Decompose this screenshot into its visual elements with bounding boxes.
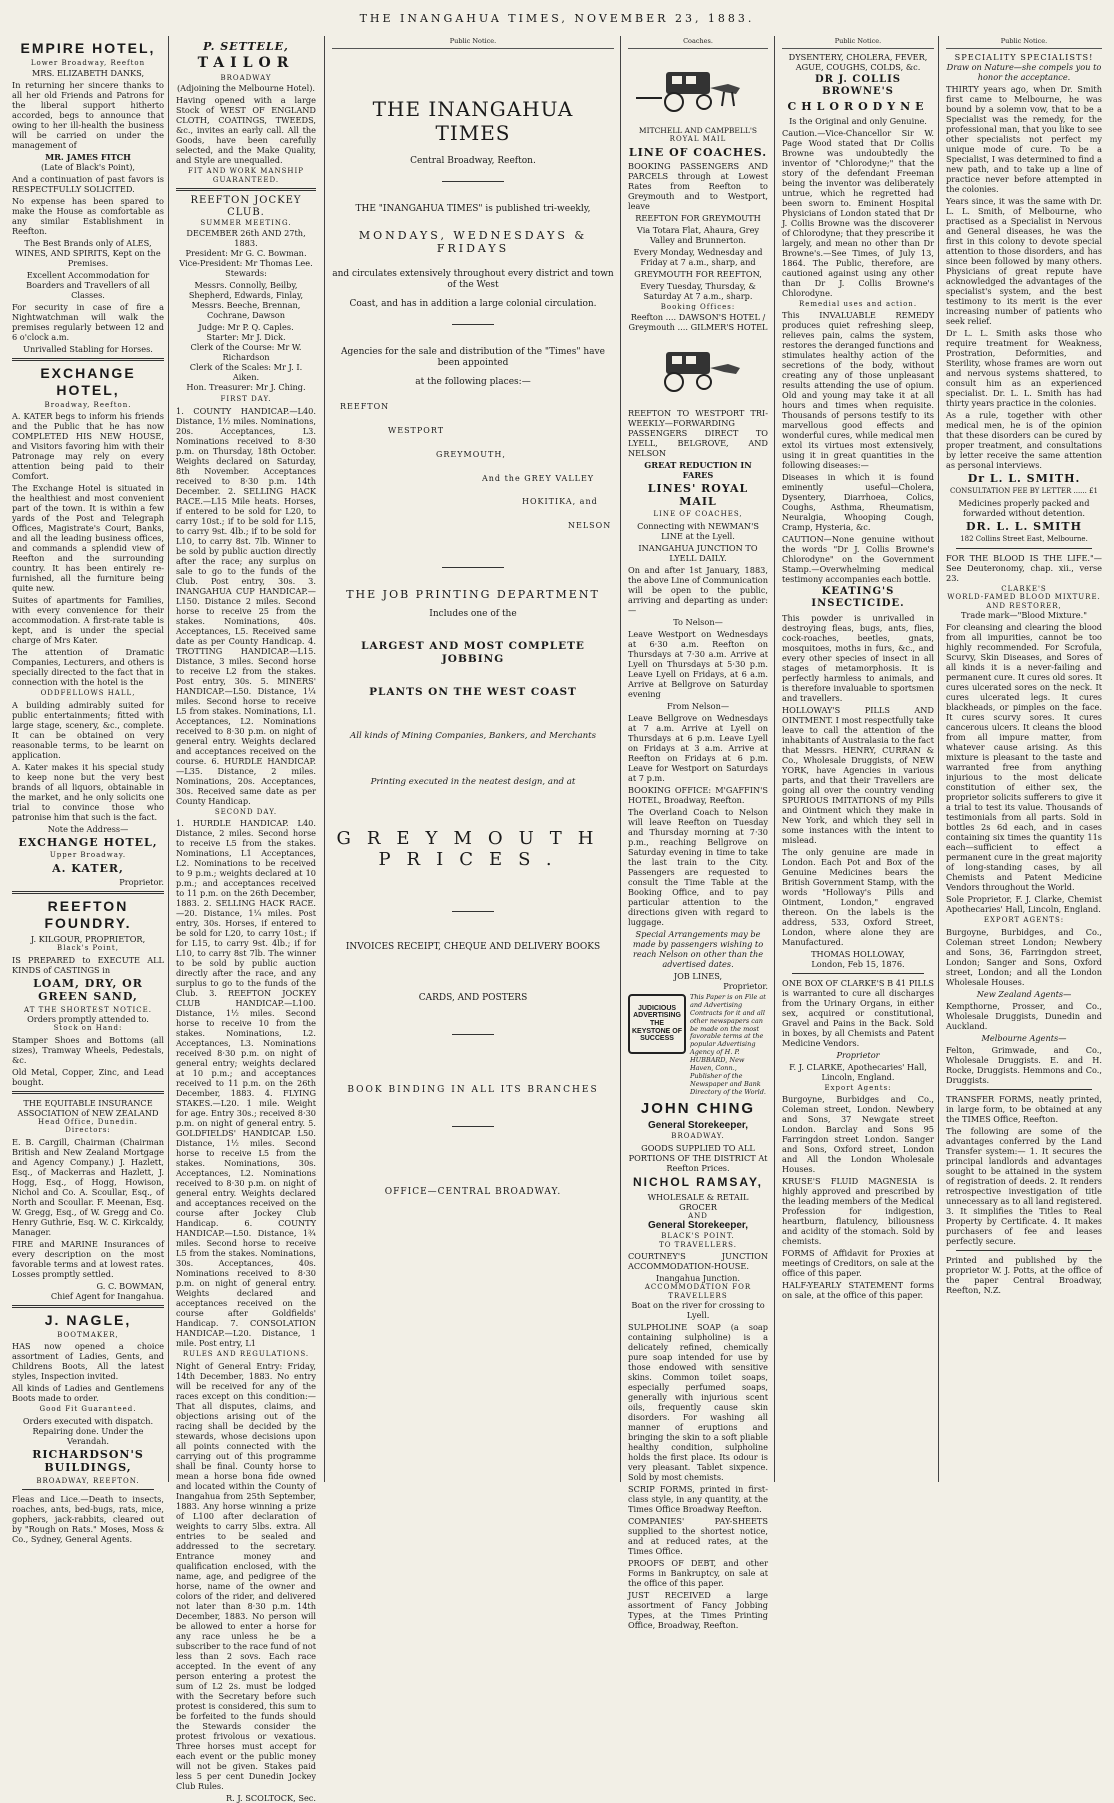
via-route: Via Totara Flat, Ahaura, Grey Valley and Brunnerton. (636, 225, 760, 245)
booking-office: BOOKING OFFICE: M'GAFFIN'S HOTEL, Broadway, Reefton. (628, 784, 768, 805)
tailor-body: Having opened with a large Stock of WEST OF ENGLAND CLOTH, COATINGS, TWEEDS, &c., invites an early call. All the Goods, have been carefully selected, and the Make Quality, and Style are unequalled. (176, 95, 316, 166)
place-hokitika: HOKITIKA, and (522, 497, 598, 507)
divider (22, 1489, 154, 1490)
clarkes-proprietor-label: Proprietor (836, 1049, 880, 1060)
second-day-heading: SECOND DAY. (214, 807, 278, 816)
to-nelson-heading: To Nelson— (673, 616, 723, 627)
jockey-treasurer: Hon. Treasurer: Mr J. Ching. (186, 381, 306, 392)
exchange-hotel-title: EXCHANGE HOTEL, (40, 364, 136, 398)
exchange-body-2: The Exchange Hotel is situated in the healthiest and most convenient part of the town. It is within a few yards of the Post and Telegraph Offices, Magistrate's Court, Banks, and all the leading business offices, and commands a splendid view of Reefton and the surrounding country. It has been entirely re-furnished, all the furniture being quite new. (12, 483, 164, 594)
tailor-fit: FIT AND WORK MANSHIP GUARANTEED. (188, 167, 304, 184)
nichol-ramsay-and: AND (688, 1211, 708, 1220)
settele-title: P. SETTELE, (203, 40, 289, 53)
nagle-body-3: Orders executed with dispatch. Repairing done. Under the Verandah. (22, 1415, 154, 1446)
place-nelson: NELSON (568, 521, 612, 531)
publication-notice: THE "INANGAHUA TIMES" is published tri-weekly, (355, 203, 591, 214)
tailor-subtitle: (Adjoining the Melbourne Hotel). (176, 83, 315, 94)
divider (956, 1089, 1092, 1090)
foundry-loam: LOAM, DRY, OR GREEN SAND, (33, 976, 143, 1004)
exchange-proprietor: Proprietor. (119, 877, 164, 888)
circulation-notice: and circulates extensively throughout every district and town of the West (332, 269, 614, 291)
agencies-intro: at the following places:— (415, 377, 531, 388)
great-reduction: GREAT REDUCTION IN FARES (644, 459, 752, 480)
divider (452, 324, 494, 325)
john-ching-body: GOODS SUPPLIED TO ALL PORTIONS OF THE DISTRICT At Reefton Prices. (628, 1142, 768, 1173)
column-1 (8, 38, 168, 1545)
divider (12, 1091, 164, 1094)
clarkes-heading: CLARKE'S (1001, 584, 1047, 593)
divider (442, 181, 504, 182)
judicious-advert (628, 994, 768, 1097)
jockey-stewards-heading: Stewards: (225, 267, 267, 278)
nagle-body: HAS now opened a choice assortment of Ladies, Gents, and Childrens Boots, All the latest styles, Inspection invited. (12, 1341, 164, 1382)
equitable-agent-sub: Chief Agent for Inangahua. (50, 1290, 164, 1301)
to-nelson-body: Leave Westport on Wednesdays at 6·30 a.m. Reefton on Thursdays at 7·30 a.m. Arrive at Lyell on Thursdays at 5·30 p.m. Leave Lyell on Fridays, at 6 a.m. Arrive at Bellgrove on Saturday evening (628, 628, 768, 699)
greymouth-for-reefton: GREYMOUTH FOR REEFTON, (634, 269, 762, 279)
divider (452, 1126, 494, 1127)
empire-hotel-address: Lower Broadway, Reefton (30, 59, 146, 68)
foundry-notice: AT THE SHORTEST NOTICE. (24, 1005, 152, 1014)
place-reefton: REEFTON (340, 402, 390, 412)
tailor-broadway: BROADWAY (220, 74, 272, 83)
equitable-body-2: FIRE and MARINE Insurances of every description on the most favorable terms and at lowest rates. Losses promptly settled. (12, 1238, 164, 1279)
specialist-body: THIRTY years ago, when Dr. Smith first came to Melbourne, he was bound by a solemn vow, that to be a Specialist was the remedy, for the professional man, that you like to see other specialists not perfect my unique mode of cure. To be a Specialist, I was determined to find a new path, and to take up a line of practice never before attempted in the colonies. (946, 83, 1102, 194)
stagecoach-illustration-2 (628, 338, 748, 398)
column-2 (172, 38, 320, 1803)
equitable-agent: G. C. BOWMAN, (96, 1280, 164, 1291)
jockey-club-subtitle: SUMMER MEETING. (200, 219, 292, 228)
clarkes-pills: ONE BOX OF CLARKE'S B 41 PILLS is warranted to cure all discharges from the Urinary Organs, in either sex, acquired or constitutional, Gravel and Pains in the Back. Sold in boxes, by all Chemists and Patent Medicine Vendors. (782, 977, 934, 1048)
divider (956, 1250, 1092, 1251)
every-schedule-2: Every Tuesday, Thursday, & Saturday At 7 a.m., sharp. (640, 281, 756, 301)
westport-heading: REEFTON TO WESTPORT TRI-WEEKLY—FORWARDING PASSENGERS DIRECT TO LYELL, BELGROVE, AND NELSON (628, 407, 768, 458)
equitable-body: E. B. Cargill, Chairman (Chairman British and New Zealand Mortgage and Agency Company.) J. Hazlett, Esq., of Mackerras and Hazlett, J. Hogg, Esq., of Hogg, Howison, Nichol and Co. A. Scoullar, Esq., of North and Scoullar. F. Meenan, Esq. W. Gregg, Esq., of W. Gregg and Co. Henry Guthrie, Esq. W. C. Kirkcaldy, Manager. (12, 1136, 164, 1237)
blood-mixture-body: For cleansing and clearing the blood from all impurities, cannot be too highly recommended. For Scrofula, Scurvy, Skin Diseases, and Sores of all kinds it is a never-failing and permanent cure. It cures old sores. It cures ulcerated sores on the neck. It cures ulcerated legs. It cures blackheads, or pimples on the face. It cures scurvy sores. It cures cancerous ulcers. It cleans the blood from all impure matter, from whatever cause arising. As this mixture is pleasant to the taste and warranted free from anything injurious to the most delicate constitution of either sex, the proprietor solicits sufferers to give it a trial to test its value. Thousands of testimonials from all parts. Sold in bottles 2s 6d each, and in cases containing six times the quantity 11s each—sufficient to effect a permanent cure in the great majority of long-standing cases, by all Chemists and Patent Medicine Vendors throughout the World. (946, 622, 1102, 893)
exchange-body-6: A. Kater makes it his special study to keep none but the very best brands of all liquors, obtainable in the market, and he only solicits one trial to convince those who patronise him that such is the fact. (12, 761, 164, 822)
jockey-club-dates: DECEMBER 26th AND 27th, 1883. (186, 227, 306, 248)
chlorodyne-caution: Caution.—Vice-Chancellor Sir W. Page Wood stated that Dr Collis Browne was undoubtedly the inventor of "Chlorodyne;" that the story of the defendant Freeman being the inventor was deliberately untrue, which he regretted had been sworn to. Eminent Hospital Physicians of London stated that Dr J. Collis Browne was the discoverer of Chlorodyne; that they prescribe it largely, and mean no other than Dr Browne's.—See Times, of July 13, 1864. The Public, therefore, are cautioned against using any other than Dr J. Collis Browne's Chlorodyne. (782, 127, 934, 298)
foundry-orders: Orders promptly attended to. (27, 1014, 149, 1025)
courtney-title: COURTNEY'S JUNCTION ACCOMMODATION-HOUSE. (628, 1251, 768, 1272)
chlorodyne-original: Is the Original and only Genuine. (789, 115, 927, 126)
first-day-heading: FIRST DAY. (220, 394, 272, 403)
diseases-list: Diseases in which it is found eminently useful—Cholera, Dysentery, Diarrhoea, Colics, Coughs, Asthma, Rheumatism, Neuralgia, Whooping Cough, Cramp, Hysteria, &c. (782, 472, 934, 533)
overland-coach: The Overland Coach to Nelson will leave Reefton on Tuesday and Thursday morning at 7·30 p.m., reaching Bellgrove on Saturday evening in time to take the last train to the City. Passengers are requested to consult the Time Table at the Booking Office, and to pay particular attention to the directions given with regard to luggage. (628, 806, 768, 927)
remedial-heading: Remedial uses and action. (798, 299, 918, 308)
foundry-body: IS PREPARED to EXECUTE ALL KINDS of CASTINGS in (12, 954, 164, 975)
jockey-stewards-list: Messrs. Connolly, Beilby, Shepherd, Edwards, Finlay, Messrs. Beeche, Brennan, Cochrane, Dawson (188, 279, 304, 320)
from-nelson-heading: From Nelson— (666, 700, 730, 711)
melbourne-agents-body: Felton, Grimwade, and Co., Wholesale Druggists. E. and H. Rocke, Druggists. Hemmons and Co., Druggists. (946, 1044, 1102, 1085)
exchange-hotel-title-2: EXCHANGE HOTEL, (18, 835, 158, 849)
exchange-body-5: A building admirably suited for public entertainments; fitted with large stage, scenery, &c., complete. It can be obtained on very reasonable terms, to be learnt on application. (12, 699, 164, 760)
place-greymouth: GREYMOUTH, (436, 449, 506, 459)
empire-body-4: The Best Brands only of ALES, WINES, AND SPIRITS, Kept on the Premises. (15, 237, 161, 268)
column-rule (774, 36, 775, 1482)
job-lines-proprietor: Proprietor. (723, 980, 768, 991)
john-ching-address: BROADWAY. (671, 1132, 725, 1141)
divider (176, 188, 316, 191)
place-westport: WESTPORT (388, 426, 445, 436)
specialist-body-3: Dr L. L. Smith asks those who require treatment for Weakness, Prostration, Deformities, and Sterility, whose frames are worn out and nervous systems shattered, to consult him as an experienced specialist. Dr. L. L. Smith has had thirty years practice in the colonies. (946, 327, 1102, 408)
proofs-of-debt: PROOFS OF DEBT, and other Forms in Bankruptcy, on sale at the office of this paper. (628, 1558, 768, 1589)
tailor-heading: TAILOR (197, 55, 295, 72)
paper-title: THE INANGAHUA TIMES (372, 96, 574, 146)
divider (442, 567, 504, 568)
column-header: Public Notice. (782, 38, 934, 49)
column-rule (620, 36, 621, 1482)
lines-subtitle: LINE OF COACHES, (653, 510, 743, 519)
affidavit-forms: FORMS of Affidavit for Proxies at meetings of Creditors, on sale at the office of this paper. (782, 1248, 934, 1279)
job-includes: Includes one of the (429, 609, 517, 620)
column-header: Public Notice. (946, 38, 1102, 49)
column-5 (778, 38, 938, 1478)
column-3 (328, 38, 618, 1478)
world-famed-heading: WORLD-FAMED BLOOD MIXTURE. (947, 593, 1101, 602)
exchange-note: Note the Address— (47, 823, 129, 834)
column-6 (942, 38, 1106, 1478)
job-kinds: All kinds of Mining Companies, Bankers, and Merchants (349, 730, 597, 741)
holloway-date: London, Feb 15, 1876. (811, 958, 905, 969)
equitable-head-office: Head Office, Dunedin. (37, 1117, 139, 1126)
nagle-body-2: All kinds of Ladies and Gentlemens Boots made to order. (12, 1383, 164, 1404)
dr-smith-address: 182 Collins Street East, Melbourne. (960, 535, 1088, 544)
jockey-vice-president: Vice-President: Mr Thomas Lee. (179, 257, 313, 268)
greymouth-prices: GREYMOUTH PRICES. (336, 827, 610, 871)
exchange-body-3: Suites of apartments for Families, with every convenience for their accommodation. A first-rate table is kept, and is under the special charge of Mrs Kater. (12, 595, 164, 646)
column-rule (938, 36, 939, 1482)
foundry-owner: J. KILGOUR, PROPRIETOR, (30, 934, 146, 945)
nichol-ramsay-address: BLACK'S POINT. (661, 1232, 735, 1241)
exchange-hotel-address: Broadway, Reefton. (44, 400, 132, 409)
collis-browne-title: DR J. COLLIS BROWNE'S (814, 73, 901, 98)
nz-agents-body: Kempthorne, Prosser, and Co., Wholesale Druggists, Dunedin and Auckland. (946, 1000, 1102, 1031)
nichol-ramsay-general: General Storekeeper, (647, 1220, 749, 1232)
rules-heading: RULES AND REGULATIONS. (182, 1350, 310, 1359)
column-header: Coaches. (628, 38, 768, 49)
job-office: OFFICE—CENTRAL BROADWAY. (384, 1187, 562, 1198)
consultation-fee: CONSULTATION FEE BY LETTER ...... £1 (950, 487, 1098, 496)
column-4 (624, 37, 772, 1631)
nagle-title: J. NAGLE, (44, 1311, 132, 1328)
exchange-hotel-address-2: Upper Broadway. (49, 851, 127, 860)
invaluable-remedy: This INVALUABLE REMEDY produces quiet refreshing sleep, relieves pain, calms the system, restores the deranged functions and stimulates healthy action of the secretions of the body, without creating any of those unpleasant results attending the use of opium. Old and young may take it at all hours and times when requisite. Thousands of persons testify to its marvellous good effects and wonderful cures, while medical men extol its virtues most extensively, using it in great quantities in the following diseases:— (782, 310, 934, 471)
equitable-directors-heading: Directors: (65, 1126, 111, 1135)
empire-body-3: No expense has been spared to make the House as comfortable as any similar Establishment in Reefton. (12, 195, 164, 236)
rules-body: Night of General Entry: Friday, 14th December, 1883. No entry will be received for any of the races except on this condition:—That all disputes, claims, and objections arising out of the racing shall be decided by the stewards, whose decisions upon all points connected with the carrying out of this programme shall be final. County horse to mean a horse bona fide owned and located within the County of Inangahua from 25th September, 1883. Any horse winning a prize of L100 after declaration of weights to carry 5lbs. extra. All entries to be sealed and addressed to the secretary. Entrance money and qualification enclosed, with the name, age, and pedigree of the horse, name of the owner and colors of the rider, and delivered not later than 8·30 p.m. 14th December, 1883. No person will be allowed to enter a horse for any race unless he be a subscriber to the race fund of not less than 2 sovs. Each race accepted. In the event of any person entering a protest the sum of L2 2s. must be lodged with the Secretary before such protest is considered, this sum to be forfeited to the funds should the Stewards consider the protest frivolous or vexatious. Three horses must accept for each event or the public money will not be given. Stakes paid less 5 per cent Dunedin Jockey Club Rules. (176, 1360, 316, 1791)
booking-offices-heading: Booking Offices: (660, 303, 736, 311)
blood-mixture-proprietor: Sole Proprietor, F. J. Clarke, Chemist Apothecaries' Hall, Lincoln, England. (946, 894, 1102, 915)
divider (956, 548, 1092, 549)
fleas-notice: Fleas and Lice.—Death to insects, roaches, ants, bed-bugs, rats, mice, gophers, jack-rabbits, cleared out by "Rough on Rats." Moses, Moss & Co., Sydney, General Agents. (12, 1494, 164, 1545)
circulation-notice-2: Coast, and has in addition a large colonial circulation. (349, 299, 597, 310)
melbourne-agents-heading: Melbourne Agents— (981, 1032, 1067, 1043)
divider (12, 1305, 164, 1308)
just-received: JUST RECEIVED a large assortment of Fancy Jobbing Types, at the Times Printing Office, Broadway, Reefton. (628, 1590, 768, 1631)
divider (452, 1034, 494, 1035)
chlorodyne-title: CHLORODYNE (787, 100, 929, 114)
keystone-logo: JUDICIOUS ADVERTISING THE KEYSTONE OF SUCCESS (628, 994, 686, 1054)
dr-smith-title-2: DR. L. L. SMITH (966, 519, 1082, 533)
exchange-kater: A. KATER, (52, 861, 124, 875)
keatings-title: KEATING'S INSECTICIDE. (811, 586, 905, 610)
kruses-magnesia: KRUSE'S FLUID MAGNESIA is highly approved and prescribed by the leading members of the Medical Profession for indigestion, heartburn, flatulency, biliousness and acidity of the stomach. Sold by chemists. (782, 1176, 934, 1247)
special-arrangements: Special Arrangements may be made by passengers wishing to reach Nelson on other than the advertised dates. (632, 928, 764, 969)
job-invoices: INVOICES RECEIPT, CHEQUE AND DELIVERY BOOKS (345, 942, 601, 953)
restorer-heading: AND RESTORER, (986, 601, 1062, 610)
transfer-forms: TRANSFER FORMS, neatly printed, in large form, to be obtained at any the TIMES Office, Reefton. (946, 1093, 1102, 1124)
printed-by: Printed and published by the proprietor W. J. Potts, at the office of the paper Central Broadway, Reefton, N.Z. (946, 1254, 1102, 1295)
holloway-body-2: The only genuine are made in London. Each Pot and Box of the Genuine Medicines bears the British Government Stamp, with the words "Holloway's Pills and Ointment, London," engraved thereon. On the labels is the address, 533, Oxford Street, London, where alone they are Manufactured. (782, 846, 934, 947)
dysentery-heading: DYSENTERY, CHOLERA, FEVER, AGUE, COUGHS, COLDS, &c. (788, 51, 928, 72)
foundry-stock-heading: Stock on Hand: (53, 1024, 123, 1033)
keatings-body: This powder is unrivalled in destroying fleas, bugs, ants, flies, cock-roaches, beetles, gnats, mosquitoes, moths in furs, &c., and every other species of insect in all stages of metamorphosis. It is perfectly harmless to animals, and is therefore invaluable to sportsmen and travellers. (782, 612, 934, 703)
line-of-coaches: LINE OF COACHES. (628, 145, 768, 159)
jockey-scales: Clerk of the Scales: Mr J. I. Aiken. (189, 361, 303, 382)
empire-body-6: For security in case of fire a Nightwatchman will walk the premises regularly between 12 and 6 o'clock a.m. (12, 301, 164, 342)
exchange-body: A. KATER begs to inform his friends and the Public that he has now COMPLETED HIS NEW HOUSE, and Visitors favoring him with their Patronage may rely on every attention being paid to their Comfort. (12, 411, 164, 482)
draw-on-nature: Draw on Nature—she compels you to honor the acceptance. (946, 61, 1102, 82)
job-printing-note: Printing executed in the neatest design, and at (370, 777, 576, 788)
empire-body: In returning her sincere thanks to all her old Friends and Patrons for the liberal support hitherto accorded, begs to announce that owing to her ill-health the business will be carried on under the management of (12, 79, 164, 150)
job-cards: CARDS, AND POSTERS (418, 993, 528, 1004)
nichol-ramsay-body: WHOLESALE & RETAIL GROCER (647, 1191, 749, 1212)
export-agents-heading: EXPORT AGENTS: (983, 916, 1065, 925)
publication-days: MONDAYS, WEDNESDAYS & FRIDAYS (358, 228, 588, 256)
blood-is-life: FOR THE BLOOD IS THE LIFE."— See Deuteronomy, chap. xii., verse 23. (946, 552, 1102, 583)
first-day-body: 1. COUNTY HANDICAP.—L40. Distance, 1½ miles. Nominations, 20s. Acceptances, L3. Nominations received to 8·30 p.m. on Thursday, 18th October. Weights declared on Saturday, 8th November. Acceptances received to 8·30 p.m. 14th December. 2. SELLING HACK RACE.—L15 Mile heats. Horses, if entered to be sold for L20, to carry 10st.; if to be sold for L15, to carry 9st. 4lb.; if to be sold for L10, to carry 8st. 7lb. Winner to be sold by public auction directly after the race; any surplus on sale to go to the funds of the Club. Post entry, 30s. 3. INANGAHUA CUP HANDICAP.—L150. Distance 2 miles. Second horse to receive 25 from the stakes. Nominations, 40s. Acceptances, L5. Received same date as per County Handicap. 4. TROTTING HANDICAP.—L15. Distance, 3 miles. Second horse to receive L2 from the stakes. Post entry, 30s. 5. MINERS' HANDICAP.—L50. Distance, 1¼ miles. Second horse to receive L5 from stakes. Nominations, L1. Acceptances, L2. Nominations received to 8·30 p.m. on night of general entry. Weights declared and acceptances received on the course. 6. HURDLE HANDICAP.—L35. Distance, 2 miles. Nominations, 20s. Acceptances, 30s. Received same date as per County Handicap. (176, 405, 317, 806)
foundry-stock-body: Stamper Shoes and Bottoms (all sizes), Tramway Wheels, Pedestals, &c. (12, 1034, 164, 1065)
nagle-buildings: RICHARDSON'S BUILDINGS, (32, 1447, 144, 1475)
agencies-notice: Agencies for the sale and distribution of the "Times" have been appointed (341, 347, 605, 369)
reefton-for-greymouth: REEFTON FOR GREYMOUTH (635, 213, 761, 223)
reefton-foundry-title: REEFTON FOUNDRY. (44, 898, 132, 932)
empire-body-7: Unrivalled Stabling for Horses. (23, 343, 153, 354)
to-travellers: TO TRAVELLERS. (659, 1240, 737, 1249)
boat-notice: Boat on the river for crossing to Lyell. (631, 1300, 765, 1321)
jockey-starter: Starter: Mr J. Dick. (206, 331, 286, 342)
export-agents-list: Burgoyne, Burbidges and Co., Coleman street, London. Newbery and Sons, 37 Newgate street London. Barclay and Sons 95 Farringdon street London. Sanger and Sons, Oxford street, London and All the London Wholesale Houses. (782, 1094, 934, 1175)
foundry-metal: Old Metal, Copper, Zinc, and Lead bought. (12, 1066, 164, 1087)
masthead: THE INANGAHUA TIMES, NOVEMBER 23, 1883. (359, 12, 755, 25)
transfer-body: The following are some of the advantages conferred by the Land Transfer system:— 1. It secures the principal landlords and advantages sought to be attained in the system of registration of deeds. 2. It renders retrospective investigation of title unnecessary as to all land registered. 3. It simplifies the Titles to Real Property by Certificate. 4. It makes purchasers of fee and leases perfectly secure. (946, 1125, 1102, 1246)
job-lines: JOB LINES, (673, 970, 723, 981)
scrip-forms: SCRIP FORMS, printed in first-class style, in any quantity, at the Times Office Broadway Reefton. (628, 1484, 768, 1515)
nichol-ramsay-title: NICHOL RAMSAY, (632, 1174, 764, 1189)
lines-body: Connecting with NEWMAN'S LINE at the Lyell. (637, 520, 759, 541)
jockey-president: President: Mr G. C. Bowman. (185, 247, 307, 258)
judicious-note: This Paper is on File at and Advertising Contracts for it and all other newspapers can be made on the most favorable terms at the popular Advertising Agency of H. P. HUBBARD, New Haven, Conn., Publisher of the Newspaper and Bank Directory of the World. (690, 992, 766, 1096)
paper-address: Central Broadway, Reefton. (410, 155, 536, 166)
empire-body-5: Excellent Accommodation for Boarders and Travellers of all Classes. (26, 269, 150, 300)
specialist-body-2: Years since, it was the same with Dr. L. L. Smith, of Melbourne, who practised as a Specialist in Nervous and General diseases, he was the first in this colony to devote special attention to those disorders, and has since been followed by many others. Physicians of great repute have acknowledged the advantages of the specialist's system, and the best testimony to its merit is the ever increasing number of patients who seek relief. (946, 195, 1102, 326)
second-day-body: 1. HURDLE HANDICAP. L40. Distance, 2 miles. Second horse to receive L5 from the stakes. Nominations, L1 Acceptances, L2. Nominations to be received to 9 p.m.; weights declared at 10 p.m.; and acceptances received to 11 p.m. on the 26th December, 1883. 2. SELLING HACK RACE.—20. Distance, 1¼ miles. Post entry, 30s. Horses, if entered to be sold for L20, to carry 10st.; if for L15, to carry 9st. 4lb.; if for L10, to carry 8st 7lb. The winner to be sold by public auction directly after the race, and any surplus to go to the funds of the Club. 3. REEFTON JOCKEY CLUB HANDICAP.—L100. Distance, 1½ miles. Second horse to receive 10 from the stakes. Nominations, L2. Acceptances, L3. Nominations received 8·30 p.m. on night of general entry; weights declared at 10 p.m.; and acceptances received to 11 p.m. on the 26th December, 1883. 4. FLYING STAKES.—L20. 1 mile. Weight for age. Entry 30s.; received 8·30 p.m. on night of general entry. 5. GOLDFIELDS' HANDICAP. L50. Distance, 1½ miles. Second horse to receive L5 from the stakes. Nominations, 30s. Acceptances, L2. Nominations received to 8·30 p.m. on night of general entry. Weights declared and acceptances received on the course after Jockey Club Handicap. 6. COUNTY HANDICAP.—L50. Distance, 1¾ miles. Second horse to receive L5 from the stakes. Nominations, 30s. Acceptances, 40s. Nominations received to 8·30 p.m. on night of general entry. Weights declared and acceptances received on the course after Goldfields' Handicap. 7. CONSOLATION HANDICAP.—L20. Distance, 1 mile. Post entry, L1 (176, 818, 316, 1349)
job-plants: PLANTS ON THE WEST COAST (369, 685, 577, 698)
specialist-body-4: As a rule, together with other medical men, he is of the opinion that these disorders can be cured by proper treatment, and consultations by letter receive the same attention as personal interviews. (946, 409, 1102, 470)
every-schedule: Every Monday, Wednesday and Friday at 7 a.m., sharp, and (633, 247, 763, 267)
column-header: Public Notice. (332, 38, 614, 49)
oddfellows-hall: ODDFELLOWS HALL, (40, 689, 136, 698)
exchange-body-4: The attention of Dramatic Companies, Lecturers, and others is specially directed to the fact that in connection with the hotel is the (12, 647, 164, 688)
empire-owner: MRS. ELIZABETH DANKS, (31, 67, 145, 78)
courtney-subtitle: Inangahua Junction. (656, 1273, 740, 1284)
export-agents-heading: Export Agents: (824, 1083, 892, 1092)
john-ching-title: JOHN CHING (640, 1099, 756, 1117)
holloway-body: HOLLOWAY'S PILLS AND OINTMENT. I most respectfully take leave to call the attention of the inhabitants of Australasia to the fact that Messrs. HENRY, CURRAN & Co., Wholesale Druggists, of NEW YORK, have Agencies in various parts, and that their Travellers are going all over the country vending SPURIOUS IMITATIONS of my Pills and Ointment which they make in New York, and which they sell in some instances with the intent to mislead. (782, 704, 934, 845)
equitable-insurance-title: THE EQUITABLE INSURANCE ASSOCIATION of NEW ZEALAND (17, 1097, 159, 1118)
royal-mail: ROYAL MAIL (669, 135, 727, 144)
empire-manager-sub: (Late of Black's Point), (40, 161, 136, 172)
empire-body-2: And a continuation of past favors is RESPECTFULLY SOLICITED. (12, 173, 164, 194)
from-nelson-body: Leave Bellgrove on Wednesdays at 7 a.m. Arrive at Lyell on Thursdays at 6 p.m. Leave Lyell on Fridays at 3 a.m. Arrive at Reefton on Fridays at 6 p.m. Leave for Westport on Saturdays at 7 p.m. (628, 712, 768, 783)
sulpholine-soap: SULPHOLINE SOAP (a soap containing sulpholine) is a delicately refined, chemically pure soap intended for use by those endowed with sensitive skins. Common toilet soaps, especially perfumed soaps, generally with injurious scent oils, frequently cause skin disorders. For washing all manner of eruptions and bringing the skin to a soft pliable healthy condition, sulpholine holds the first place. Its odour is very pleasant. Tablet sixpence. Sold by most chemists. (628, 1322, 768, 1483)
divider (12, 358, 164, 361)
accommodation: ACCOMMODATION FOR TRAVELLERS (644, 1283, 752, 1300)
place-grey-valley: And the GREY VALLEY (482, 473, 595, 483)
medicines-note: Medicines properly packed and forwarded without detention. (958, 497, 1090, 518)
job-printing-heading: THE JOB PRINTING DEPARTMENT (346, 587, 600, 601)
nagle-address: BROADWAY, REEFTON. (36, 1476, 140, 1485)
dr-smith-title: Dr L. L. SMITH. (967, 471, 1081, 485)
divider (12, 891, 164, 894)
divider (792, 973, 924, 974)
foundry-address: Black's Point, (57, 944, 119, 953)
trade-mark: Trade mark—"Blood Mixture." (960, 610, 1088, 621)
lines-body-2: On and after 1st January, 1883, the above Line of Communication will be open to the public, arriving and departing as under:— (628, 564, 768, 615)
chlorodyne-caution-2: CAUTION—None genuine without the words "Dr J. Collis Browne's Chlorodyne" on the Government Stamp.—Overwhelming medical testimony accompanies each bottle. (782, 534, 934, 585)
specialists-heading: SPECIALITY SPECIALISTS! (954, 51, 1094, 62)
empire-manager: MR. JAMES FITCH (45, 151, 131, 162)
divider (452, 911, 494, 912)
column-rule (324, 36, 325, 1482)
column-rule (168, 36, 169, 1482)
booking-body: BOOKING PASSENGERS AND PARCELS through at Lowest Rates from Reefton to Greymouth and to Westport, leave (628, 161, 768, 211)
rules-signature: R. J. SCOLTOCK, Sec. (226, 1792, 316, 1803)
john-ching-subtitle: General Storekeeper, (647, 1120, 749, 1132)
job-binding: BOOK BINDING IN ALL ITS BRANCHES (347, 1085, 599, 1096)
lines-royal-mail: LINES' ROYAL MAIL (647, 481, 749, 508)
nz-agents-heading: New Zealand Agents— (976, 988, 1072, 999)
holloway-signature: THOMAS HOLLOWAY, (811, 948, 905, 959)
inangahua-junction: INANGAHUA JUNCTION TO LYELL DAILY. (638, 542, 758, 563)
nagle-fit: Good Fit Guaranteed. (39, 1405, 137, 1414)
export-agents-body: Burgoyne, Burbidges, and Co., Coleman street London; Newbery and Sons, 36, Farringdon street, London; Sanger and Sons, Oxford street, London; and all the London Wholesale Houses. (946, 926, 1102, 987)
empire-hotel-title: EMPIRE HOTEL, (20, 40, 156, 56)
mitchell-campbell: MITCHELL AND CAMPBELL'S (638, 125, 758, 135)
nagle-subtitle: BOOTMAKER, (57, 1330, 119, 1339)
job-largest: LARGEST AND MOST COMPLETE JOBBING (361, 640, 585, 665)
booking-offices-list: Reefton .... DAWSON'S HOTEL / Greymouth .... GILMER'S HOTEL (628, 311, 768, 332)
jockey-judge: Judge: Mr P. Q. Caples. (198, 321, 294, 332)
stagecoach-illustration (628, 58, 748, 118)
companies-pay-sheets: COMPANIES' PAY-SHEETS supplied to the shortest notice, and at reduced rates, at the Times Office. (628, 1516, 768, 1557)
jockey-club-title: REEFTON JOCKEY CLUB. (190, 195, 302, 219)
clarkes-name: F. J. CLARKE, Apothecaries' Hall, Lincoln, England. (789, 1061, 927, 1082)
half-yearly-forms: HALF-YEARLY STATEMENT forms on sale, at the office of this paper. (782, 1280, 934, 1301)
jockey-clerk: Clerk of the Course: Mr W. Richardson (190, 341, 302, 362)
